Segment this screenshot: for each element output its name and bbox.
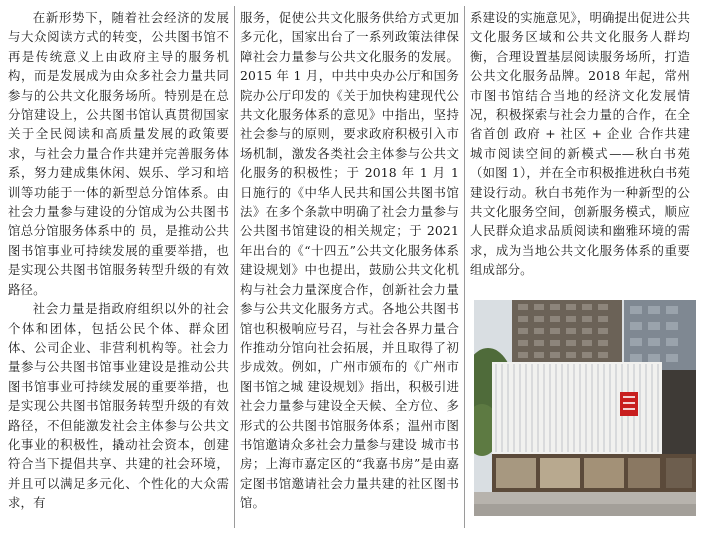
text-column-2 (240, 8, 459, 513)
building-illustration (474, 300, 696, 516)
paragraph-4: 系建设的实施意见》，明确提出促进公共文化服务区域和公共文化服务人群均衡，合理设置基层阅读服务场所，打造公共文化服务品牌。2018 年起，常州市图书馆结合当地的经济文化发展情况，积极探索与社会力量的合作，在全省首创 政府 + 社区 + 企业 合作共建城市阅读空间的新模式——秋白书苑（如图 1），并在全市积极推进秋白书苑建设行动。秋白书苑作为一种新型的公共文化服务空间，创新服务模式，顺应人民群众追求品质阅读和幽雅环境的需求，成为当地公共文化服务体系的重要组成部分。 (470, 10, 690, 278)
figure-1-photo (474, 300, 696, 516)
paragraph-3: 服务，促使公共文化服务供给方式更加多元化，国家出台了一系列政策法律保障社会力量参与公共文化服务的发展。2015 年 1 月，中共中央办公厅和国务院办公厅印发的《关于加快构建现代公共文化服务体系的意见》中指出，坚持社会参与的原则，要求政府积极引入市场机制，激发各类社会主体参与公共文化服务的积极性；于 2018 年 1 月 1 日施行的《中华人民共和国公共图书馆法》在多个条款中明确了社会力量参与公共图书馆建设的相关规定；于 2021 年出台的《“十四五”公共文化服务体系建设规划》中也提出，鼓励公共文化机构与社会力量深度合作，创新社会力量参与公共文化服务方式。各地公共图书馆也积极响应号召，与社会各界力量合作推动分馆向社会拓展，并且取得了初步成效。例如，广州市颁布的《广州市 图书馆之城 建设规划》指出，积极引进社会力量参与建设全天候、全方位、多形式的公共图书馆服务体系；温州市图书馆邀请众多社会力量参与建设 城市书房；上海市嘉定区的“我嘉书房”是由嘉定图书馆邀请社会力量共建的社区图书馆。 (240, 10, 459, 511)
paragraph-1: 在新形势下，随着社会经济的发展与大众阅读方式的转变，公共图书馆不再是传统意义上由政府主导的服务机构，而是发展成为由众多社会力量共同参与的公共文化服务场所。特别是在总分馆建设上，公共图书馆认真贯彻国家关于全民阅读和高质量发展的政策要求，与社会力量合作共建并完善服务体系，努力建成集休闲、娱乐、学习和培训等功能于一体的新型总分馆体系。由社会力量参与建设的分馆成为公共图书馆总分馆服务体系中的 员，是推动公共图书馆事业可持续发展的重要举措，也是实现公共图书馆服务转型升级的有效路径。 (8, 10, 229, 297)
paragraph-2: 社会力量是指政府组织以外的社会个体和团体，包括公民个体、群众团体、公司企业、非营利机构等。社会力量参与公共图书馆事业建设是推动公共图书馆事业可持续发展的重要举措，也是实现公共图书馆服务转型升级的有效路径，不但能激发社会主体参与公共文化事业的积极性，撬动社会资本，创建符合当下提倡共享、共建的社会环境，并且可以满足多元化、个性化的大众需求，有 (8, 301, 229, 511)
column-divider-2 (464, 6, 465, 528)
text-column-1 (8, 8, 229, 513)
column-divider-1 (234, 6, 235, 528)
text-column-3 (470, 8, 690, 280)
